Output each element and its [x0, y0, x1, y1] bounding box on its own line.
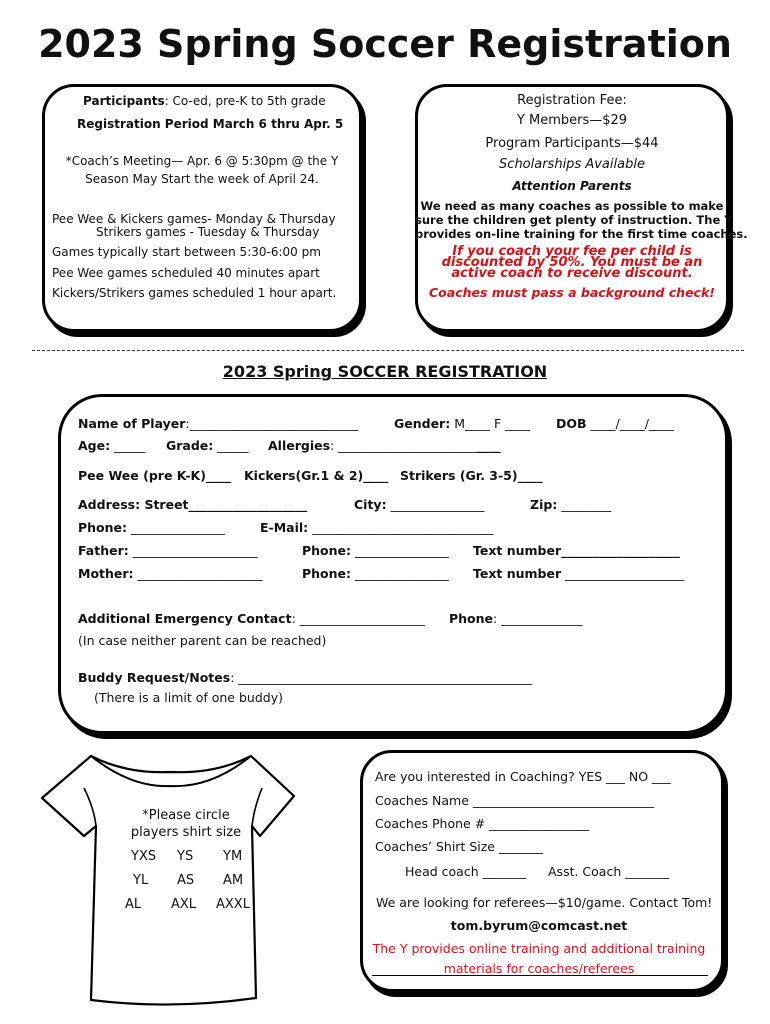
coaches-name-field[interactable]: Coaches Name _____________________________	[375, 793, 655, 808]
mother-phone-label: Phone:	[302, 566, 352, 581]
participants-label: Participants	[83, 94, 165, 108]
gender-label: Gender:	[394, 416, 451, 431]
shirt-instruction-1: *Please circle	[142, 808, 230, 823]
mother-phone-line: _______________	[351, 566, 449, 581]
dob-label: DOB	[556, 416, 587, 431]
player-name-label: Name of Player	[78, 416, 186, 431]
training-note-1: The Y provides online training and additional training	[372, 941, 706, 956]
peewee-option[interactable]: Pee Wee (pre K-K)____	[78, 468, 231, 483]
peewee-kickers-games: Pee Wee & Kickers games- Monday & Thursday	[52, 212, 336, 226]
emergency-contact-label: Additional Emergency Contact	[78, 611, 292, 626]
age-field[interactable]	[78, 438, 145, 453]
zip-line: ________	[557, 497, 612, 512]
discount-2: discounted by 50%. You must be an	[441, 255, 703, 270]
registration-period: Registration Period March 6 thru Apr. 5	[77, 117, 344, 131]
emergency-contact-field[interactable]	[78, 611, 425, 626]
emergency-phone-label: Phone	[449, 611, 494, 626]
age-line: _____	[110, 438, 146, 453]
city-line: _______________	[386, 497, 485, 512]
buddy-note: (There is a limit of one buddy)	[94, 690, 283, 705]
size-ym[interactable]: YM	[223, 849, 243, 864]
coach-meeting: *Coach’s Meeting— Apr. 6 @ 5:30pm @ the Y	[65, 154, 339, 168]
size-am[interactable]: AM	[223, 873, 244, 888]
size-as[interactable]: AS	[177, 873, 195, 888]
player-name-line: :___________________________	[185, 416, 359, 431]
phone-field[interactable]	[78, 520, 225, 535]
coach-need-2: sure the children get plenty of instruction. The Y	[415, 213, 733, 227]
father-line: ____________________	[128, 543, 258, 558]
father-phone-line: _______________	[351, 543, 449, 558]
peewee-schedule: Pee Wee games scheduled 40 minutes apart	[52, 266, 320, 280]
emergency-note: (In case neither parent can be reached)	[78, 633, 327, 648]
grade-label: Grade:	[166, 438, 214, 453]
email-line: _____________________________	[308, 520, 494, 535]
training-note-2: materials for coaches/referees	[443, 961, 635, 976]
father-phone-label: Phone:	[302, 543, 352, 558]
games-start-time: Games typically start between 5:30-6:00 pm	[52, 245, 321, 259]
allergies-label: Allergies	[268, 438, 331, 453]
father-phone-field[interactable]	[302, 543, 449, 558]
discount-3: active coach to receive discount.	[451, 266, 693, 281]
coach-need-3: provides on-line training for the first time coaches.	[415, 227, 748, 241]
father-label: Father:	[78, 543, 129, 558]
fee-y-members: Y Members—$29	[516, 113, 628, 128]
dob-line: ____/____/____	[586, 416, 674, 431]
mother-field[interactable]	[78, 566, 263, 581]
contact-email: tom.byrum@comcast.net	[450, 918, 628, 933]
form-heading: 2023 Spring SOCCER REGISTRATION	[222, 362, 548, 381]
zip-field[interactable]	[530, 497, 611, 512]
size-yxs[interactable]: YXS	[131, 849, 157, 864]
grade-line: _____	[213, 438, 249, 453]
buddy-request-label: Buddy Request/Notes	[78, 670, 231, 685]
emergency-phone-line: : _____________	[493, 611, 583, 626]
tshirt-outline	[42, 756, 294, 1005]
size-axl[interactable]: AXL	[171, 897, 197, 912]
gender-options: M____ F ____	[450, 416, 531, 431]
fee-program: Program Participants—$44	[485, 136, 659, 151]
strikers-option[interactable]: Strikers (Gr. 3-5)____	[400, 468, 543, 483]
page-title: 2023 Spring Soccer Registration	[38, 22, 732, 66]
asst-coach-field[interactable]: Asst. Coach _______	[548, 864, 669, 879]
coaches-phone-field[interactable]: Coaches Phone # ________________	[375, 816, 590, 831]
zip-label: Zip:	[530, 497, 558, 512]
coaching-interest[interactable]: Are you interested in Coaching? YES ___ NO ___	[375, 769, 671, 784]
training-underline	[372, 975, 708, 976]
phone-line: _______________	[127, 520, 225, 535]
coaches-shirt-size-field[interactable]: Coaches’ Shirt Size _______	[375, 839, 543, 854]
size-axxl[interactable]: AXXL	[216, 897, 250, 912]
grade-field[interactable]	[166, 438, 249, 453]
city-field[interactable]	[354, 497, 484, 512]
city-label: City:	[354, 497, 387, 512]
player-name-field[interactable]	[78, 416, 358, 431]
buddy-request-line: : _______________________________________________	[230, 670, 533, 685]
head-coach-field[interactable]: Head coach _______	[405, 864, 527, 879]
mother-label: Mother:	[78, 566, 134, 581]
emergency-contact-line: : ____________________	[291, 611, 425, 626]
coach-need-1: We need as many coaches as possible to make	[420, 199, 724, 213]
kickers-schedule: Kickers/Strikers games scheduled 1 hour apart.	[52, 286, 337, 300]
participants-line	[83, 94, 326, 108]
season-start: Season May Start the week of April 24.	[85, 172, 319, 186]
mother-phone-field[interactable]	[302, 566, 449, 581]
scholarships: Scholarships Available	[499, 157, 645, 172]
email-field[interactable]	[260, 520, 493, 535]
age-label: Age:	[78, 438, 111, 453]
mother-text-line: ___________________	[561, 566, 684, 581]
email-label: E-Mail:	[260, 520, 309, 535]
phone-label: Phone:	[78, 520, 128, 535]
mother-text-label: Text number	[473, 566, 562, 581]
size-ys[interactable]: YS	[177, 849, 194, 864]
emergency-phone-field[interactable]	[449, 611, 582, 626]
mother-line: ____________________	[133, 566, 263, 581]
gender-field[interactable]	[394, 416, 530, 431]
size-al[interactable]: AL	[125, 897, 142, 912]
address-field[interactable]: Address: Street___________________	[78, 497, 308, 512]
cut-line	[32, 350, 744, 351]
strikers-games: Strikers games - Tuesday & Thursday	[96, 225, 320, 239]
size-yl[interactable]: YL	[133, 873, 149, 888]
participants-value: : Co-ed, pre-K to 5th grade	[164, 94, 326, 108]
allergies-field[interactable]	[268, 438, 501, 453]
father-field[interactable]	[78, 543, 258, 558]
mother-text-field[interactable]	[473, 566, 684, 581]
father-text-field[interactable]: Text number___________________	[473, 543, 680, 558]
tshirt-illustration	[36, 748, 306, 1010]
background-check: Coaches must pass a background check!	[429, 285, 715, 300]
allergies-line: : ______________________	[330, 438, 476, 453]
buddy-request-field[interactable]	[78, 670, 532, 685]
allergies-line-end: ____	[475, 438, 501, 453]
discount-1: If you coach your fee per child is	[452, 244, 692, 259]
shirt-instruction-2: players shirt size	[130, 825, 242, 840]
dob-field[interactable]	[556, 416, 674, 431]
attention-parents: Attention Parents	[512, 179, 632, 193]
kickers-option[interactable]: Kickers(Gr.1 & 2)____	[244, 468, 389, 483]
referees-note: We are looking for referees—$10/game. Contact Tom!	[376, 895, 713, 910]
fee-title: Registration Fee:	[517, 93, 627, 108]
